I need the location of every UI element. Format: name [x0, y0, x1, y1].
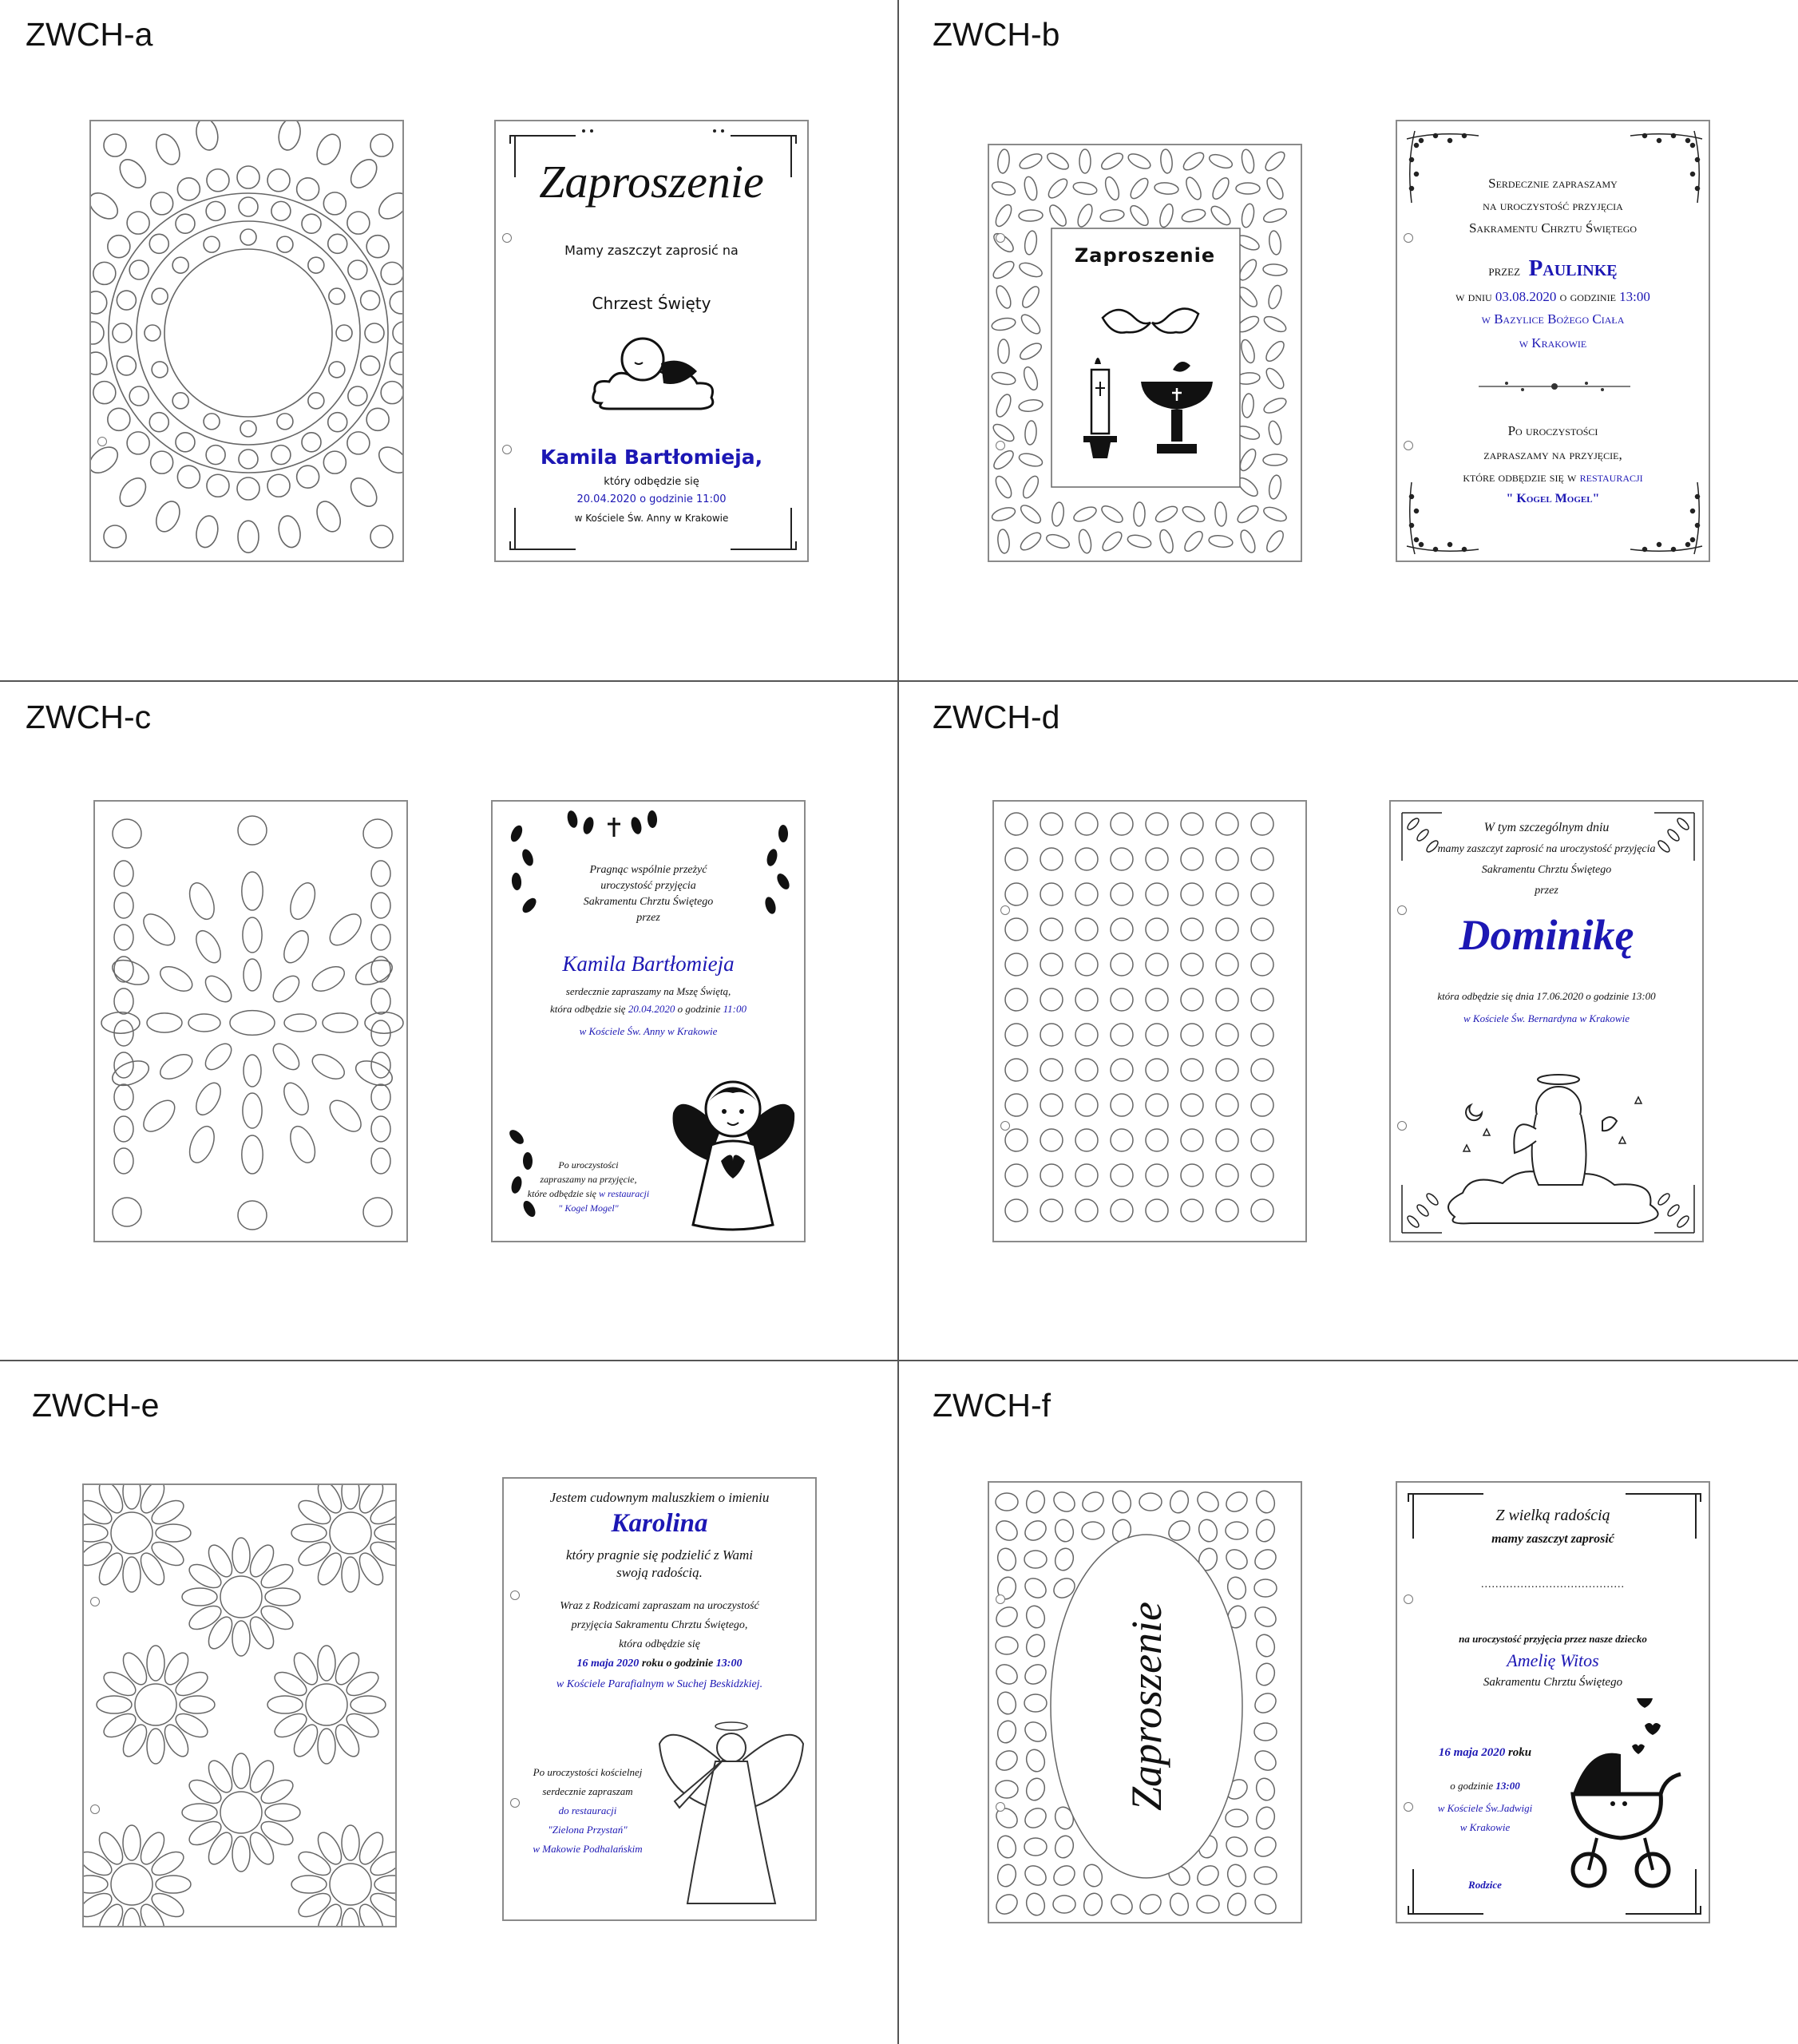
card-b-l6b: restauracji [1579, 469, 1643, 485]
card-e-l9: do restauracji [558, 1804, 617, 1816]
card-d-l5: która odbędzie się dnia 17.06.2020 o godzinie 13:00 [1437, 990, 1656, 1002]
card-b-date-a: w dniu [1455, 289, 1492, 304]
card-f-time-a: o godzinie [1450, 1780, 1494, 1792]
divider-horizontal-2 [0, 1360, 1798, 1361]
card-f-back-title: Zaproszenie [1123, 1601, 1170, 1812]
card-b-l4: Po uroczystości [1507, 423, 1598, 438]
card-front-e [502, 1477, 817, 1921]
card-c-l1: Pragnąc wspólnie przeżyć [589, 864, 707, 876]
daisy-cutout-icon [84, 1485, 397, 1927]
card-a-name: Kamila Bartłomieja, [540, 446, 763, 469]
card-front-c [491, 800, 806, 1242]
card-back-c [93, 800, 408, 1242]
sleeping-baby-on-cloud-icon [585, 327, 721, 423]
card-b-restaurant: " Kogel Mogel" [1506, 492, 1600, 505]
card-a-line2: Chrzest Święty [592, 294, 711, 313]
card-back-d [992, 800, 1307, 1242]
card-f-date-line [1397, 1746, 1573, 1760]
card-b-date: 03.08.2020 [1495, 289, 1557, 304]
card-c-time: 11:00 [723, 1003, 747, 1015]
card-b-l2: na uroczystość przyjęcia [1483, 198, 1623, 213]
card-b-date-b: o godzinie [1559, 289, 1616, 304]
card-b-name-line [1397, 256, 1709, 282]
card-c-l2: uroczystość przyjęcia [600, 880, 696, 892]
card-b-l1: Serdecznie zapraszamy [1488, 176, 1618, 191]
card-c-l9a: które odbędzie się [527, 1188, 596, 1199]
panel-label-f: ZWCH-f [933, 1387, 1051, 1424]
mandala-cutout-icon [91, 121, 404, 562]
card-c-place: w Kościele Św. Anny w Krakowie [579, 1025, 718, 1037]
card-c-l6a: która odbędzie się [549, 1003, 626, 1015]
card-b-time: 13:00 [1619, 289, 1650, 304]
card-a-line1: Mamy zaszczyt zaprosić na [564, 243, 739, 258]
card-d-l2: mamy zaszczyt zaprosić na uroczystość przyjęcia [1437, 843, 1656, 855]
angel-with-trumpet-icon [655, 1712, 807, 1911]
divider-horizontal-1 [0, 680, 1798, 682]
card-f-l2: mamy zaszczyt zaprosić [1491, 1532, 1614, 1546]
card-f-l4: Sakramentu Chrztu Świętego [1483, 1676, 1623, 1689]
baby-pram-with-hearts-icon [1565, 1698, 1685, 1890]
panel-label-a: ZWCH-a [26, 16, 153, 53]
card-c-l6 [493, 1003, 804, 1016]
card-d-l3: Sakramentu Chrztu Świętego [1481, 864, 1612, 876]
card-d-l4: przez [1535, 885, 1558, 897]
card-e-l7: Po uroczystości kościelnej [533, 1766, 643, 1778]
card-c-restaurant: " Kogel Mogel" [558, 1202, 619, 1214]
card-e-l4: Wraz z Rodzicami zapraszam na uroczystość [560, 1600, 759, 1612]
card-b-name: Paulinkę [1528, 256, 1618, 281]
card-back-a [89, 120, 404, 562]
card-e-l2: który pragnie się podzielić z Wami [565, 1547, 754, 1563]
divider-vertical [897, 0, 899, 2044]
card-b-l6a: które odbędzie się w [1463, 469, 1577, 485]
card-e-name: Karolina [611, 1509, 708, 1538]
card-e-l10: w Makowie Podhalańskim [533, 1843, 643, 1855]
card-back-e [82, 1483, 397, 1927]
card-f-place1: w Kościele Św.Jadwigi [1437, 1802, 1533, 1814]
card-b-date-line [1397, 289, 1709, 305]
card-back-b [988, 144, 1302, 562]
panel-label-b: ZWCH-b [933, 16, 1060, 53]
doves-candle-baptismal-font-icon [1079, 294, 1222, 461]
card-f-l1: Z wielką radością [1495, 1507, 1610, 1524]
card-f-time-line [1397, 1780, 1573, 1792]
panel-label-d: ZWCH-d [933, 699, 1060, 735]
card-a-title: Zaproszenie [539, 156, 764, 208]
card-f-dots: ........................................ [1481, 1579, 1625, 1590]
card-front-f [1396, 1481, 1710, 1923]
card-a-place: w Kościele Św. Anny w Krakowie [574, 513, 729, 524]
card-e-date-line [504, 1658, 815, 1670]
panel-label-e: ZWCH-e [32, 1387, 160, 1424]
divider-ornament-icon [1475, 378, 1634, 394]
card-c-l6b: o godzinie [677, 1003, 721, 1015]
card-c-l4: przez [636, 912, 660, 924]
angel-girl-on-cloud-icon [1439, 1065, 1670, 1233]
card-f-date: 16 maja 2020 [1438, 1746, 1506, 1759]
card-a-datetime: 20.04.2020 o godzinie 11:00 [576, 493, 727, 505]
card-c-l3: Sakramentu Chrztu Świętego [583, 896, 714, 908]
card-f-name: Amelię Witos [1507, 1650, 1599, 1670]
card-c-date: 20.04.2020 [628, 1003, 675, 1015]
abstract-shapes-cutout-icon [994, 802, 1307, 1242]
card-e-l8: serdecznie zapraszam [542, 1785, 633, 1797]
card-c-name: Kamila Bartłomieja [562, 952, 735, 976]
card-e-time: 13:00 [715, 1658, 743, 1670]
angel-with-heart-icon [665, 1057, 801, 1241]
card-back-f [988, 1481, 1302, 1923]
card-b-place2: w Krakowie [1519, 335, 1587, 351]
card-e-place: w Kościele Parafialnym w Suchej Beskidzkiej. [556, 1678, 763, 1690]
card-b-place1: w Bazylice Bożego Ciała [1481, 311, 1625, 327]
card-b-l6 [1397, 469, 1709, 485]
card-d-l1: W tym szczególnym dniu [1483, 821, 1610, 834]
card-d-name: Dominikę [1459, 911, 1634, 959]
card-e-l3: swoją radością. [616, 1565, 703, 1580]
card-front-d [1389, 800, 1704, 1242]
card-e-date-b: roku o godzinie [641, 1658, 714, 1670]
card-c-l7: Po uroczystości [558, 1159, 619, 1171]
panel-label-c: ZWCH-c [26, 699, 152, 735]
card-f-time: 13:00 [1495, 1780, 1520, 1792]
card-front-a [494, 120, 809, 562]
card-b-back-title: Zaproszenie [1074, 244, 1216, 267]
card-c-l8: zapraszamy na przyjęcie, [540, 1174, 637, 1185]
card-f-place2: w Krakowie [1459, 1821, 1511, 1833]
card-b-l5: zapraszamy na przyjęcie, [1483, 447, 1622, 462]
card-e-date: 16 maja 2020 [576, 1658, 640, 1670]
card-f-sign: Rodzice [1468, 1879, 1502, 1891]
card-c-l9 [493, 1188, 684, 1200]
card-a-line3: który odbędzie się [604, 476, 699, 488]
flower-mandala-cutout-icon [95, 802, 408, 1242]
card-c-l5: serdecznie zapraszamy na Mszę Świętą, [565, 985, 731, 997]
card-b-l3: Sakramentu Chrztu Świętego [1468, 220, 1638, 236]
card-f-date-b: roku [1507, 1746, 1532, 1759]
card-e-l1: Jestem cudownym maluszkiem o imieniu [549, 1490, 770, 1505]
card-d-place: w Kościele Św. Bernardyna w Krakowie [1463, 1012, 1630, 1024]
card-e-l5: przyjęcia Sakramentu Chrztu Świętego, [571, 1619, 748, 1631]
card-e-l6: która odbędzie się [619, 1638, 700, 1650]
card-e-restaurant: "Zielona Przystań" [548, 1824, 628, 1836]
card-c-l9b: w restauracji [598, 1188, 650, 1199]
card-f-l3: na uroczystość przyjęcia przez nasze dziecko [1459, 1633, 1647, 1645]
card-front-b [1396, 120, 1710, 562]
card-b-przez: przez [1488, 263, 1521, 279]
